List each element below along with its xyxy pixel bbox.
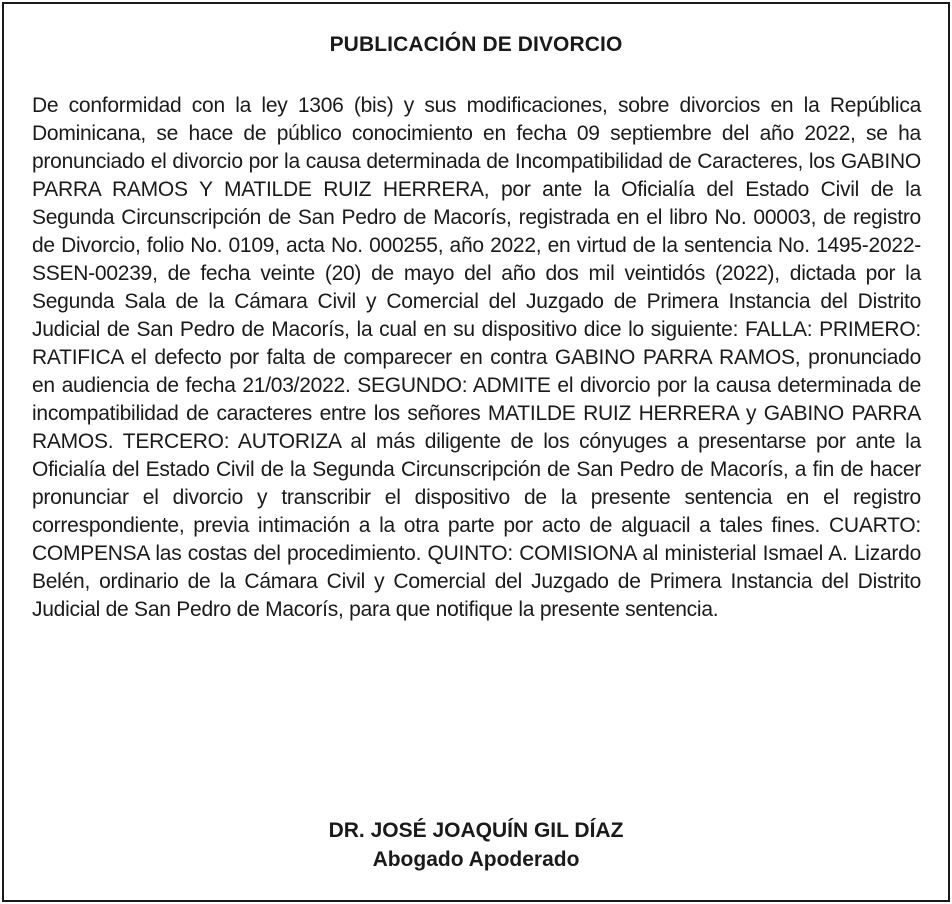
signatory-name: DR. JOSÉ JOAQUÍN GIL DÍAZ (328, 819, 624, 842)
signatory-role: Abogado Apoderado (372, 848, 580, 871)
legal-notice (2, 2, 950, 902)
notice-title: PUBLICACIÓN DE DIVORCIO (329, 33, 623, 56)
notice-body: De conformidad con la ley 1306 (bis) y sus modificaciones, sobre divorcios en la República Dominicana, se hace de público conocimiento en fecha 09 septiembre del año 2022, se ha pronunciado el divorcio por la causa determinada de Incompatibilidad de Caracteres, los GABINO PARRA RAMOS Y MATILDE RUIZ HERRERA, por ante la Oficialía del Estado Civil de la Segunda Circunscripción de San Pedro de Macorís, registrada en el libro No. 00003, de registro de Divorcio, folio No. 0109, acta No. 000255, año 2022, en virtud de la sentencia No. 1495-2022-SSEN-00239, de fecha veinte (20) de mayo del año dos mil veintidós (2022), dictada por la Segunda Sala de la Cámara Civil y Comercial del Juzgado de Primera Instancia del Distrito Judicial de San Pedro de Macorís, la cual en su dispositivo dice lo siguiente: FALLA: PRIMERO: RATIFICA el defecto por falta de comparecer en contra GABINO PARRA RAMOS, pronunciado en audiencia de fecha 21/03/2022. SEGUNDO: ADMITE el divorcio por la causa determinada de incompatibilidad de caracteres entre los señores MATILDE RUIZ HERRERA y GABINO PARRA RAMOS. TERCERO: AUTORIZA al más diligente de los cónyuges a presentarse por ante la Oficialía del Estado Civil de la Segunda Circunscripción de San Pedro de Macorís, a fin de hacer pronunciar el divorcio y transcribir el dispositivo de la presente sentencia en el registro correspondiente, previa intimación a la otra parte por acto de alguacil a tales fines. CUARTO: COMPENSA las costas del procedimiento. QUINTO: COMISIONA al ministerial Ismael A. Lizardo Belén, ordinario de la Cámara Civil y Comercial del Juzgado de Primera Instancia del Distrito Judicial de San Pedro de Macorís, para que notifique la presente sentencia. (32, 94, 921, 621)
